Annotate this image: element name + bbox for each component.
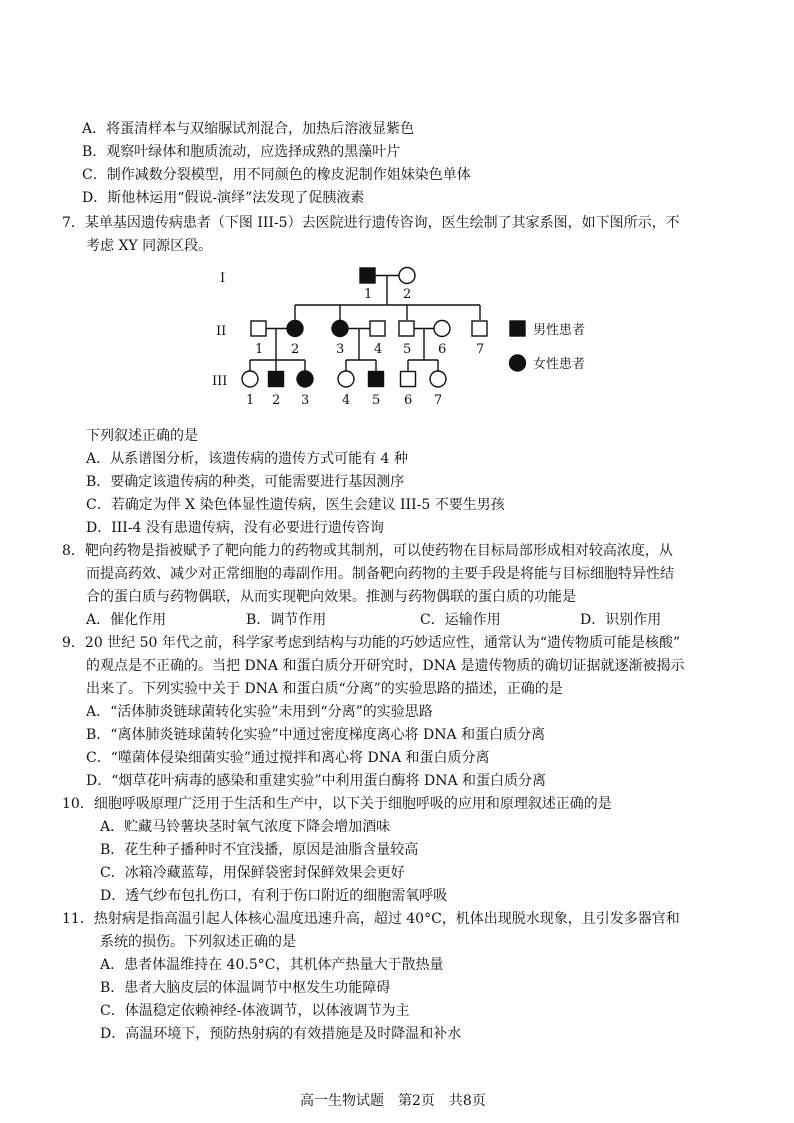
q9-stem-line3: 出来了。下列实验中关于 DNA 和蛋白质“分离”的实验思路的描述，正确的是 — [86, 681, 563, 697]
q7-option-a: A．从系谱图分析，该遗传病的遗传方式可能有 4 种 — [86, 451, 408, 467]
q8-option-d: D．识别作用 — [580, 612, 662, 628]
gen2-num: 1 — [255, 342, 264, 357]
gen1-num: 2 — [403, 287, 412, 302]
q9-option-c: C．“噬菌体侵染细菌实验”通过搅拌和离心将 DNA 和蛋白质分离 — [86, 750, 490, 766]
gen2-female-6 — [434, 321, 450, 337]
gen3-num: 6 — [404, 393, 413, 408]
q6-option-a: A．将蛋清样本与双缩脲试剂混合，加热后溶液显紫色 — [82, 121, 415, 137]
legend-female-label: 女性患者 — [533, 357, 586, 372]
q9-stem-line2: 的观点是不正确的。当把 DNA 和蛋白质分开研究时，DNA 是遗传物质的确切证据就逐渐被揭示 — [86, 658, 685, 674]
q9-option-a: A．“活体肺炎链球菌转化实验”未用到“分离”的实验思路 — [86, 704, 433, 720]
gen2-num: 4 — [374, 342, 383, 357]
legend-male-icon — [510, 321, 525, 336]
gen3-male-2-affected — [269, 372, 284, 387]
q8-stem-line3: 合的蛋白质与药物偶联，从而实现靶向效果。推测与药物偶联的蛋白质的功能是 — [86, 589, 576, 605]
gen2-num: 5 — [403, 342, 412, 357]
q11-option-b: B．患者大脑皮层的体温调节中枢发生功能障碍 — [100, 980, 391, 996]
q7-option-b: B．要确定该遗传病的种类，可能需要进行基因测序 — [86, 474, 405, 490]
gen2-num: 6 — [438, 342, 447, 357]
gen3-female-1 — [242, 371, 258, 387]
q10-option-a: A．贮藏马铃薯块茎时氧气浓度下降会增加酒味 — [100, 819, 391, 835]
q9-stem-line1: 9．20 世纪 50 年代之前，科学家考虑到结构与功能的巧妙适应性，通常认为“遗传物质可能是核酸” — [62, 635, 681, 651]
q7-option-d: D．III-4 没有患遗传病，没有必要进行遗传咨询 — [86, 520, 384, 536]
q6-option-d: D．斯他林运用“假说-演绎”法发现了促胰液素 — [82, 190, 365, 206]
q8-stem-line1: 8．靶向药物是指被赋予了靶向能力的药物或其制剂，可以使药物在目标局部形成相对较高浓度，从 — [62, 543, 673, 559]
q11-stem-line2: 系统的损伤。下列叙述正确的是 — [100, 934, 296, 950]
q11-option-c: C．体温稳定依赖神经-体液调节，以体液调节为主 — [100, 1003, 410, 1019]
q8-option-a: A．催化作用 — [86, 612, 167, 628]
gen1-num: 1 — [364, 287, 373, 302]
q10-option-b: B．花生种子播种时不宜浅播，原因是油脂含量较高 — [100, 842, 419, 858]
gen3-num: 3 — [301, 393, 310, 408]
gen3-num: 2 — [272, 393, 281, 408]
q11-option-a: A．患者体温维持在 40.5°C，其机体产热量大于散热量 — [100, 957, 444, 973]
gen-label-i: I — [220, 271, 226, 286]
q6-option-b: B．观察叶绿体和胞质流动，应选择成熟的黑藻叶片 — [82, 144, 401, 160]
gen3-num: 5 — [372, 393, 381, 408]
legend-male-label: 男性患者 — [533, 323, 586, 338]
q7-stem-line2: 考虑 XY 同源区段。 — [86, 238, 213, 254]
page-footer: 高一生物试题 第2页 共8页 — [300, 1093, 486, 1109]
q8-option-b: B．调节作用 — [246, 612, 327, 628]
q9-option-d: D．“烟草花叶病毒的感染和重建实验”中利用蛋白酶将 DNA 和蛋白质分离 — [86, 773, 547, 789]
q6-option-c: C．制作减数分裂模型，用不同颜色的橡皮泥制作姐妹染色单体 — [82, 167, 471, 183]
q11-stem-line1: 11．热射病是指高温引起人体核心温度迅速升高，超过 40°C，机体出现脱水现象，且引发多器官和 — [62, 911, 680, 927]
gen3-female-7 — [430, 371, 446, 387]
q7-option-c: C．若确定为伴 X 染色体显性遗传病，医生会建议 III-5 不要生男孩 — [86, 497, 505, 513]
gen2-male-7 — [472, 321, 487, 336]
pedigree-chart — [210, 260, 600, 420]
gen2-num: 7 — [476, 342, 485, 357]
gen2-num: 2 — [291, 342, 300, 357]
gen3-male-5-affected — [369, 372, 384, 387]
q7-ask: 下列叙述正确的是 — [86, 428, 198, 444]
gen3-num: 1 — [246, 393, 255, 408]
legend-female-icon — [510, 355, 526, 371]
gen1-female-2 — [399, 268, 415, 284]
gen-label-iii: III — [212, 374, 228, 389]
gen2-male-5 — [399, 321, 414, 336]
q10-stem: 10．细胞呼吸原理广泛用于生活和生产中，以下关于细胞呼吸的应用和原理叙述正确的是 — [62, 796, 612, 812]
gen2-num: 3 — [336, 342, 345, 357]
gen3-female-4 — [338, 371, 354, 387]
q8-option-c: C．运输作用 — [420, 612, 501, 628]
gen2-male-1 — [251, 321, 266, 336]
q11-option-d: D．高温环境下，预防热射病的有效措施是及时降温和补水 — [100, 1026, 462, 1042]
gen2-female-3-affected — [332, 321, 348, 337]
gen3-num: 4 — [342, 393, 351, 408]
q7-stem-line1: 7．某单基因遗传病患者（下图 III-5）去医院进行遗传咨询，医生绘制了其家系图，如下图所示，不 — [62, 215, 680, 231]
q9-option-b: B．“离体肺炎链球菌转化实验”中通过密度梯度离心将 DNA 和蛋白质分离 — [86, 727, 546, 743]
gen3-female-3-affected — [297, 371, 313, 387]
q8-stem-line2: 而提高药效、减少对正常细胞的毒副作用。制备靶向药物的主要手段是将能与目标细胞特异性结 — [86, 566, 674, 582]
q10-option-d: D．透气纱布包扎伤口，有利于伤口附近的细胞需氧呼吸 — [100, 888, 448, 904]
gen-label-ii: II — [216, 324, 227, 339]
q10-option-c: C．冰箱冷藏蓝莓，用保鲜袋密封保鲜效果会更好 — [100, 865, 405, 881]
gen2-male-4 — [370, 321, 385, 336]
gen1-male-1-affected — [360, 268, 375, 283]
gen2-female-2-affected — [287, 321, 303, 337]
gen3-num: 7 — [434, 393, 443, 408]
gen3-male-6 — [401, 372, 416, 387]
